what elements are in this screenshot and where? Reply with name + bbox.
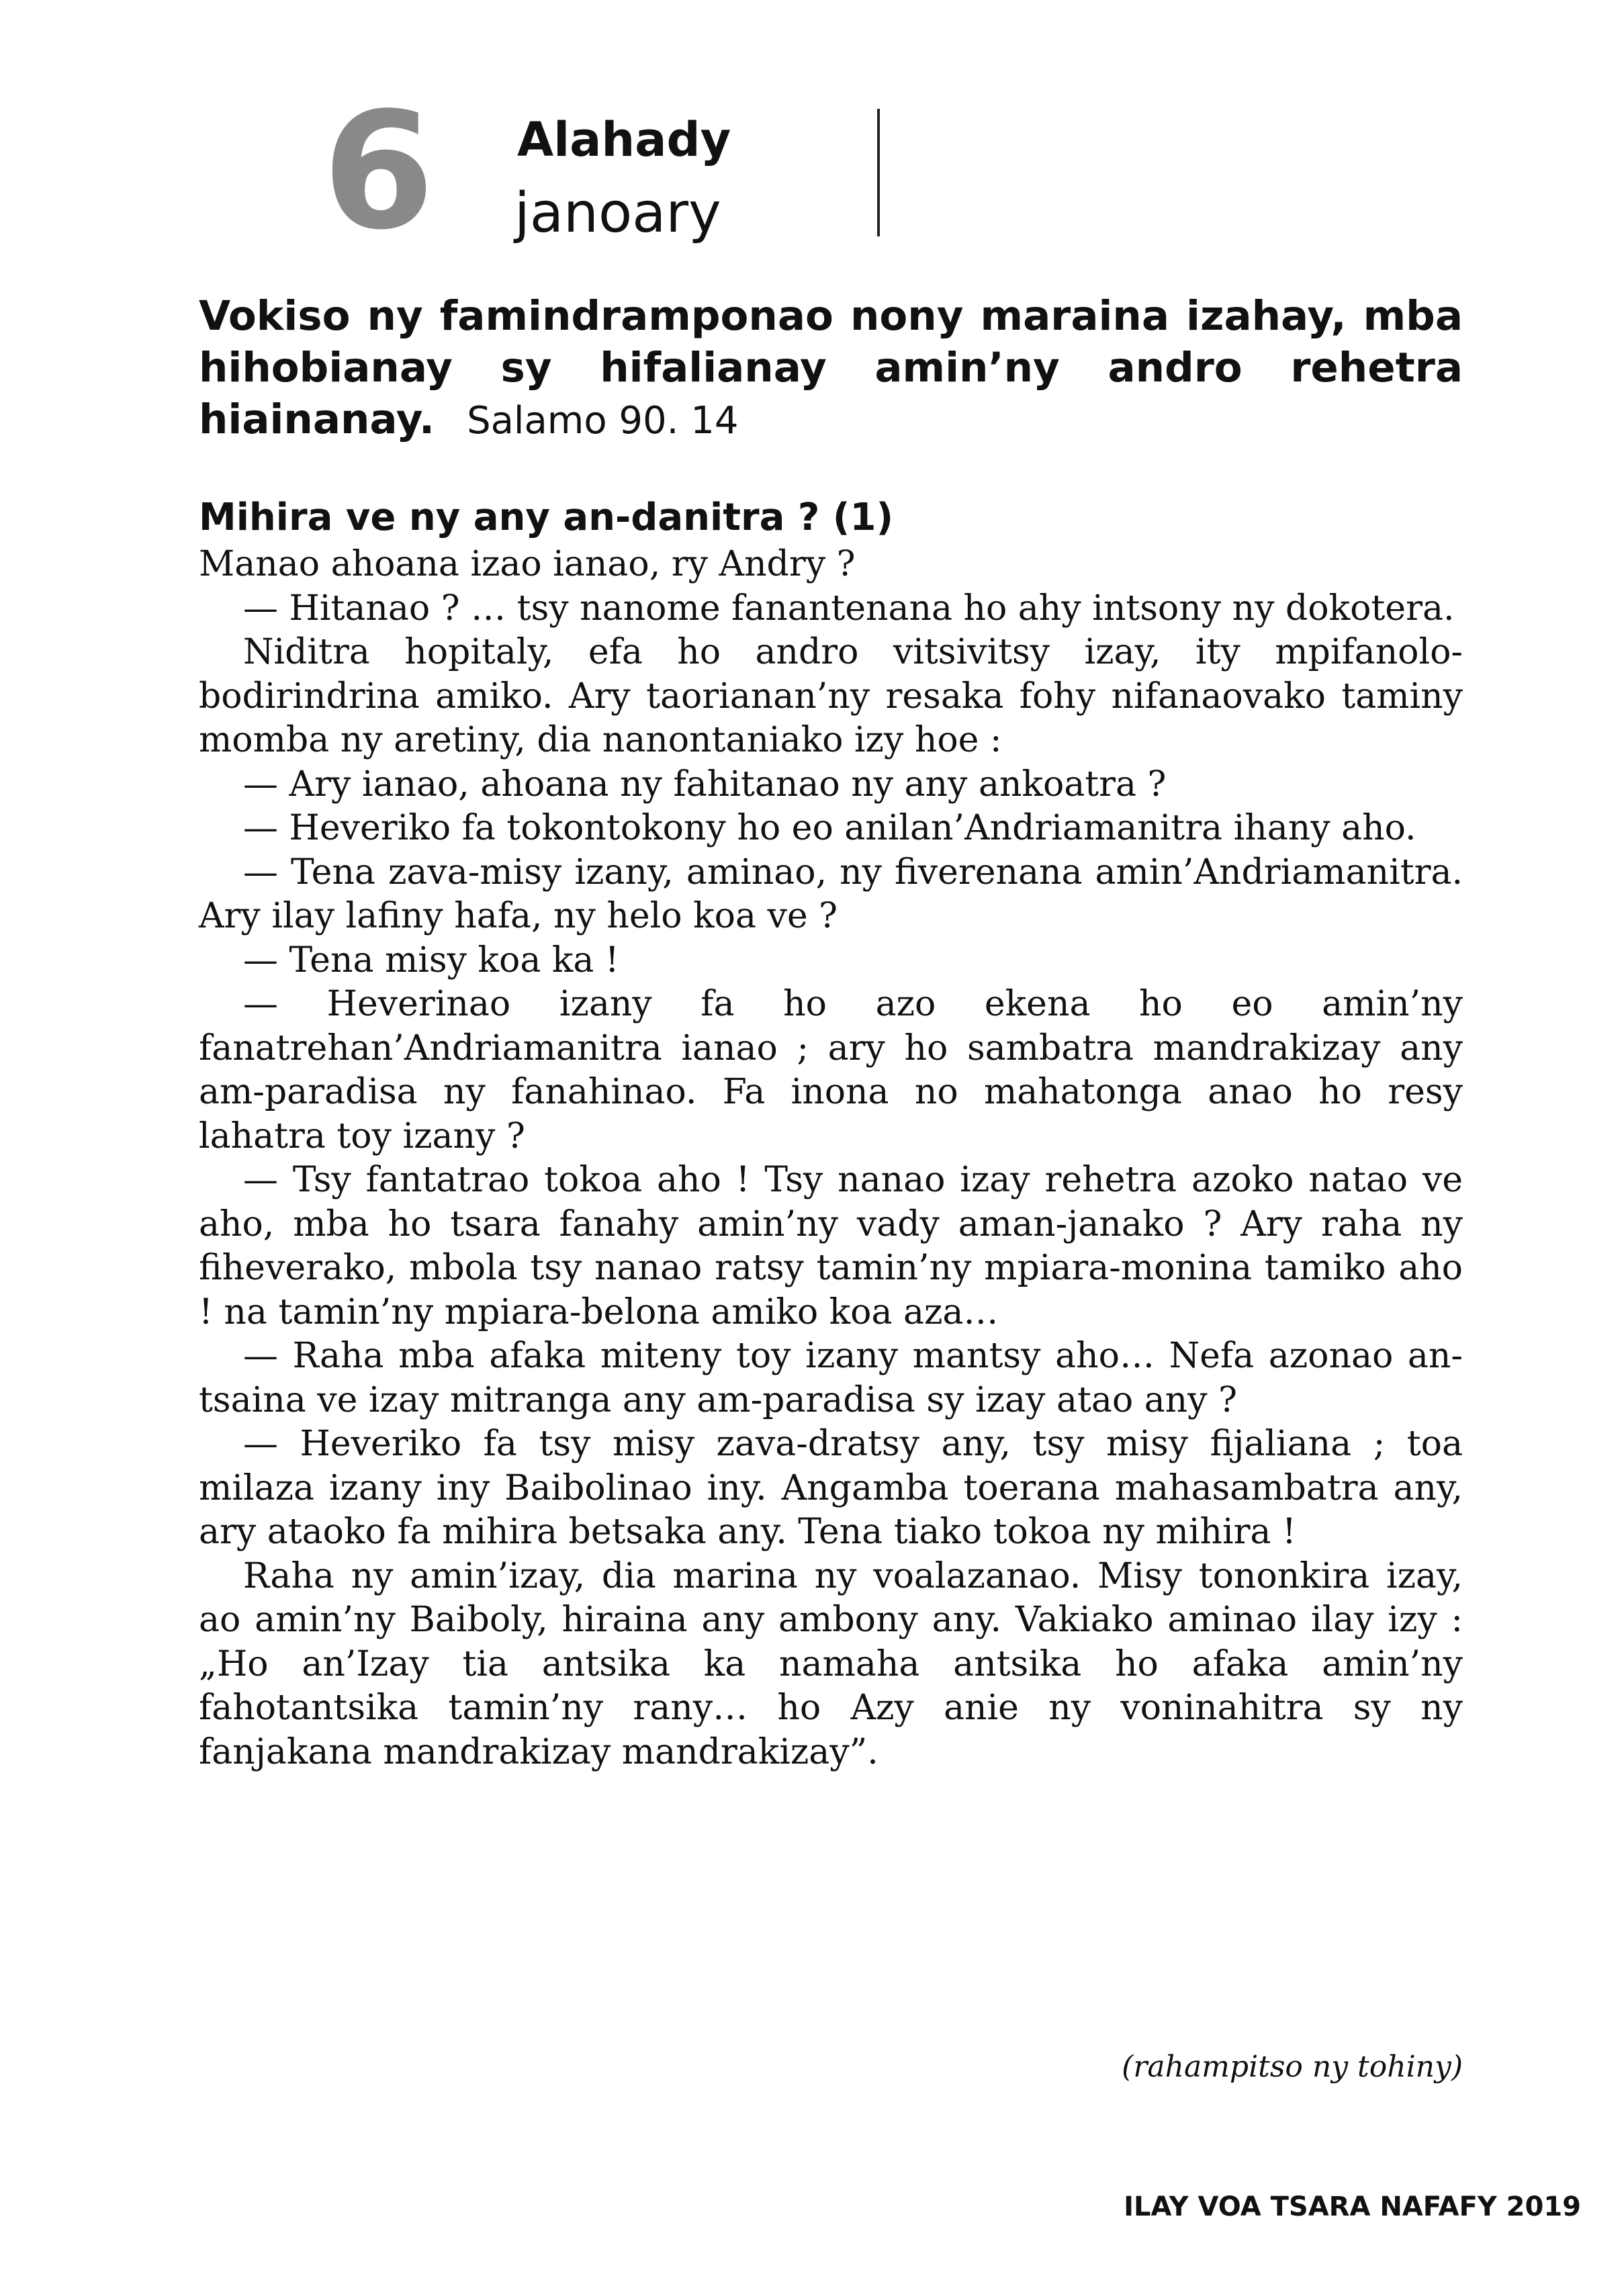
paragraph: — Tena misy koa ka ! xyxy=(243,940,619,981)
header-divider xyxy=(877,109,880,236)
paragraph: Niditra hopitaly, efa ho andro vitsivitsy izay, ity mpifanolo-bodirindrina amiko. Ary taorianan’ny resaka fohy nifanaovako taminy momba ny aretiny, dia nanontaniako izy hoe : xyxy=(199,632,1463,760)
publication-footer: ILAY VOA TSARA NAFAFY 2019 xyxy=(1124,2191,1581,2222)
paragraph: — Raha mba afaka miteny toy izany mantsy aho… Nefa azonao an-tsaina ve izay mitranga any am-paradisa sy izay atao any ? xyxy=(199,1336,1463,1420)
paragraph: — Hitanao ? … tsy nanome fanantenana ho ahy intsony ny dokotera. xyxy=(243,588,1455,629)
paragraph: — Heveriko fa tsy misy zava-dratsy any, tsy misy fijaliana ; toa milaza izany iny Baibolinao iny. Angamba toerana mahasambatra any, ary ataoko fa mihira betsaka any. Tena tiako tokoa ny mihira ! xyxy=(199,1424,1463,1552)
bible-verse xyxy=(199,290,1463,447)
weekday-label: Alahady xyxy=(517,112,731,167)
month-label: janoary xyxy=(514,181,721,245)
verse-reference: Salamo 90. 14 xyxy=(467,399,739,443)
paragraph: — Heveriko fa tokontokony ho eo anilan’Andriamanitra ihany aho. xyxy=(243,808,1416,848)
paragraph: — Heverinao izany fa ho azo ekena ho eo amin’ny fanatrehan’Andriamanitra ianao ; ary ho sambatra mandrakizay any am-paradisa ny fanahinao. Fa inona no mahatonga anao ho resy lahatra toy izany ? xyxy=(199,984,1463,1156)
paragraph: Raha ny amin’izay, dia marina ny voalazanao. Misy tononkira izay, ao amin’ny Baiboly, hiraina any ambony any. Vakiako aminao ilay izy : „Ho an’Izay tia antsika ka namaha antsika ho afaka amin’ny fahotantsika tamin’ny rany… ho Azy anie ny voninahitra sy ny fanjakana mandrakizay mandrakizay”. xyxy=(199,1555,1463,1772)
article-body xyxy=(199,543,1463,1774)
continuation-note: (rahampitso ny tohiny) xyxy=(1122,2050,1463,2084)
paragraph: — Tsy fantatrao tokoa aho ! Tsy nanao izay rehetra azoko natao ve aho, mba ho tsara fanahy amin’ny vady aman-janako ? Ary raha ny fiheverako, mbola tsy nanao ratsy tamin’ny mpiara-monina tamiko aho ! na tamin’ny mpiara-belona amiko koa aza… xyxy=(199,1160,1463,1332)
article-title: Mihira ve ny any an-danitra ? (1) xyxy=(199,496,894,539)
paragraph: — Tena zava-misy izany, aminao, ny fiverenana amin’Andriamanitra. Ary ilay lafiny hafa, ny helo koa ve ? xyxy=(199,852,1463,936)
verse-text: Vokiso ny famindramponao nony maraina izahay, mba hihobianay sy hifalianay amin’ny andro rehetra hiainanay. xyxy=(199,292,1463,443)
day-number: 6 xyxy=(322,77,432,265)
paragraph: Manao ahoana izao ianao, ry Andry ? xyxy=(199,544,856,584)
paragraph: — Ary ianao, ahoana ny fahitanao ny any ankoatra ? xyxy=(243,764,1167,805)
